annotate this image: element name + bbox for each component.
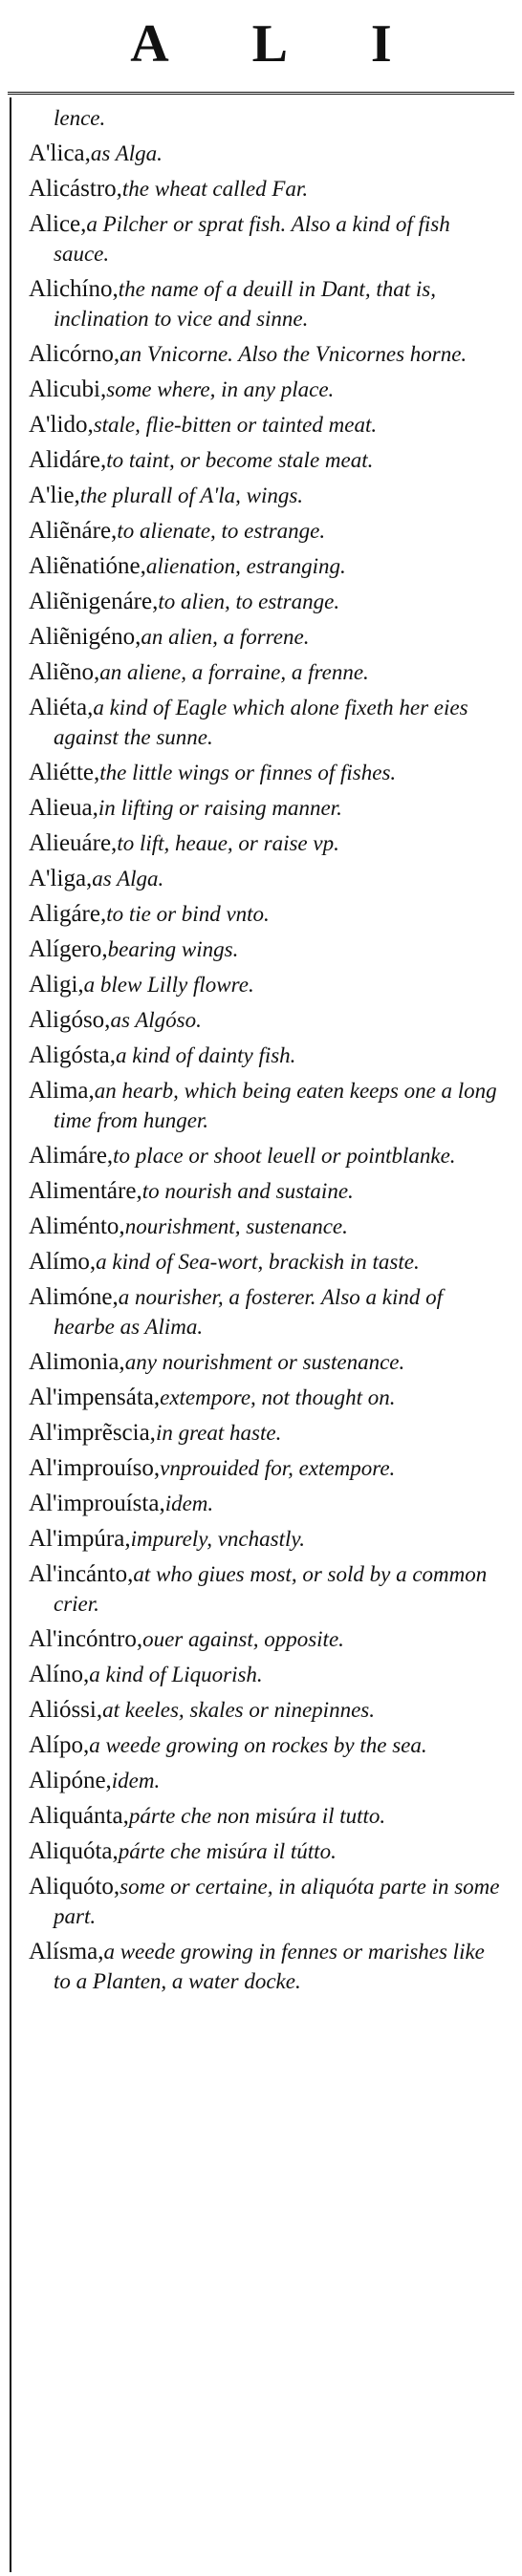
- entry-gloss: to tie or bind vnto.: [106, 902, 270, 926]
- entry-gloss: a blew Lilly flowre.: [83, 973, 254, 997]
- dictionary-entry: [29, 551, 507, 581]
- entry-gloss: to alienate, to estrange.: [117, 519, 326, 543]
- entry-gloss: an Vnicorne. Also the Vnicornes horne.: [120, 342, 468, 366]
- entry-gloss: as Alga.: [90, 141, 163, 165]
- dictionary-entry: [29, 1347, 507, 1377]
- dictionary-entry: [29, 864, 507, 893]
- entry-gloss: bearing wings.: [107, 937, 239, 961]
- dictionary-entry: [29, 1383, 507, 1412]
- dictionary-entry: [29, 758, 507, 787]
- dictionary-entry: [29, 445, 507, 475]
- entry-headword: Aliẽnáre,: [29, 518, 118, 544]
- entry-gloss: at who giues most, or sold by a common crier.: [54, 1562, 488, 1616]
- entry-gloss: idem.: [164, 1492, 214, 1515]
- dictionary-entry: [29, 1418, 507, 1448]
- entry-headword: Alima,: [29, 1078, 95, 1104]
- dictionary-entry: [29, 1247, 507, 1277]
- dictionary-entry: [29, 274, 507, 333]
- dictionary-entry: [29, 1624, 507, 1654]
- entry-headword: Alíno,: [29, 1662, 90, 1687]
- entry-headword: Alígero,: [29, 936, 108, 962]
- entry-gloss: as Algóso.: [110, 1008, 202, 1032]
- entry-gloss: an aliene, a forraine, a frenne.: [99, 660, 369, 684]
- entry-headword: Al'imprẽscia,: [29, 1420, 156, 1446]
- entry-headword: Aligáre,: [29, 901, 107, 927]
- dictionary-entry: [29, 375, 507, 404]
- dictionary-entry: [29, 1559, 507, 1619]
- entry-gloss: as Alga.: [92, 867, 164, 891]
- dictionary-entry: [29, 1141, 507, 1170]
- entry-gloss: to alien, to estrange.: [158, 590, 340, 613]
- entry-headword: Al'incánto,: [29, 1561, 134, 1587]
- entry-headword: Alióssi,: [29, 1697, 103, 1723]
- entry-headword: Alimáre,: [29, 1143, 114, 1169]
- entry-headword: A'lie,: [29, 483, 80, 508]
- entry-gloss: a kind of Liquorish.: [89, 1663, 263, 1686]
- entry-headword: Aliétte,: [29, 760, 100, 785]
- entry-headword: Alicástro,: [29, 176, 122, 202]
- entry-gloss: the plurall of A'la, wings.: [79, 483, 304, 507]
- dictionary-entry: [29, 1212, 507, 1241]
- entry-gloss: an alien, a forrene.: [141, 625, 310, 649]
- entry-headword: A'lica,: [29, 140, 91, 166]
- dictionary-entry: [29, 828, 507, 858]
- entry-headword: Al'impúra,: [29, 1526, 131, 1552]
- dictionary-entry: [29, 1937, 507, 1996]
- dictionary-entry: [29, 1766, 507, 1795]
- column-rule: [10, 97, 11, 2572]
- entry-gloss: some or certaine, in aliquóta parte in some part.: [54, 1875, 500, 1928]
- dictionary-entry: [29, 1801, 507, 1831]
- entry-headword: Alichíno,: [29, 276, 119, 302]
- dictionary-entry: [29, 1176, 507, 1206]
- dictionary-entry: [29, 934, 507, 964]
- entry-gloss: a Pilcher or sprat fish. Also a kind of fish sauce.: [54, 212, 450, 266]
- entry-gloss: any nourishment or sustenance.: [124, 1350, 405, 1374]
- entry-gloss: a nourisher, a fosterer. Also a kind of hearbe as Alima.: [54, 1285, 444, 1339]
- dictionary-entry: [29, 793, 507, 823]
- entry-headword: Aliquóto,: [29, 1874, 120, 1900]
- dictionary-entry: [29, 1836, 507, 1866]
- entry-headword: Alieua,: [29, 795, 98, 821]
- entry-gloss: párte che non misúra il tutto.: [128, 1804, 386, 1828]
- entry-gloss: a weede growing in fennes or marishes like to a Planten, a water docke.: [54, 1940, 485, 1993]
- dictionary-entry: [29, 410, 507, 440]
- entry-headword: Aligi,: [29, 972, 84, 998]
- dictionary-entry: [29, 657, 507, 687]
- entry-gloss: to taint, or become stale meat.: [106, 448, 374, 472]
- dictionary-entry: [29, 1695, 507, 1725]
- running-head: A L I: [130, 14, 428, 74]
- entry-gloss: vnprouided for, extempore.: [160, 1456, 396, 1480]
- entry-gloss: to nourish and sustaine.: [141, 1179, 354, 1203]
- entry-gloss: idem.: [111, 1769, 161, 1792]
- entry-gloss: in lifting or raising manner.: [98, 796, 342, 820]
- entry-headword: Alimóne,: [29, 1284, 119, 1310]
- entry-list: [29, 139, 507, 1996]
- entry-gloss: extempore, not thought on.: [160, 1385, 396, 1409]
- dictionary-entry: [29, 139, 507, 168]
- entry-headword: Aliẽno,: [29, 659, 100, 685]
- entry-headword: Aliẽnigenáre,: [29, 589, 159, 614]
- entry-gloss: ouer against, opposite.: [142, 1627, 344, 1651]
- dictionary-entry: [29, 1041, 507, 1070]
- entry-gloss: a kind of dainty fish.: [115, 1043, 296, 1067]
- dictionary-entry: [29, 587, 507, 616]
- dictionary-entry: [29, 1282, 507, 1342]
- entry-gloss: impurely, vnchastly.: [130, 1527, 306, 1551]
- entry-gloss: a weede growing on rockes by the sea.: [89, 1733, 427, 1757]
- dictionary-entry: [29, 693, 507, 752]
- entry-gloss: nourishment, sustenance.: [124, 1214, 348, 1238]
- entry-headword: Aligósta,: [29, 1042, 116, 1068]
- entry-gloss: a kind of Eagle which alone fixeth her eies against the sunne.: [54, 696, 468, 749]
- entry-gloss: some where, in any place.: [106, 377, 335, 401]
- entry-headword: Aliquóta,: [29, 1838, 119, 1864]
- dictionary-entry: [29, 1730, 507, 1760]
- entry-headword: Alipóne,: [29, 1768, 112, 1793]
- entry-headword: A'liga,: [29, 866, 93, 891]
- entry-headword: Alimentáre,: [29, 1178, 142, 1204]
- entry-headword: Alimonia,: [29, 1349, 125, 1375]
- dictionary-entry: [29, 1660, 507, 1689]
- dictionary-entry: [29, 209, 507, 268]
- dictionary-column: [29, 103, 507, 2568]
- dictionary-entry: [29, 1005, 507, 1035]
- entry-gloss: a kind of Sea-wort, brackish in taste.: [96, 1250, 420, 1274]
- entry-headword: Aliménto,: [29, 1213, 125, 1239]
- dictionary-entry: [29, 174, 507, 204]
- entry-gloss: to place or shoot leuell or pointblanke.: [113, 1144, 456, 1168]
- entry-headword: Alice,: [29, 211, 87, 237]
- entry-headword: Aligóso,: [29, 1007, 111, 1033]
- entry-headword: Aliẽnatióne,: [29, 553, 146, 579]
- entry-headword: Al'improuíso,: [29, 1455, 161, 1481]
- entry-headword: Al'improuísta,: [29, 1491, 165, 1516]
- entry-headword: Aliéta,: [29, 695, 94, 720]
- dictionary-entry: [29, 1076, 507, 1135]
- dictionary-entry: [29, 1453, 507, 1483]
- entry-headword: Alicubi,: [29, 376, 107, 402]
- entry-gloss: an hearb, which being eaten keeps one a long time from hunger.: [54, 1079, 497, 1132]
- entry-gloss: alienation, estranging.: [145, 554, 346, 578]
- entry-headword: A'lido,: [29, 412, 94, 438]
- continued-text: lence.: [54, 106, 106, 130]
- dictionary-entry: [29, 970, 507, 999]
- entry-gloss: párte che misúra il tútto.: [118, 1839, 337, 1863]
- entry-gloss: to lift, heaue, or raise vp.: [117, 831, 339, 855]
- entry-headword: Alidáre,: [29, 447, 107, 473]
- dictionary-entry: [29, 481, 507, 510]
- entry-headword: Alicórno,: [29, 341, 120, 367]
- dictionary-entry: [29, 899, 507, 929]
- entry-gloss: the wheat called Far.: [121, 177, 309, 201]
- page-header: [0, 0, 522, 96]
- entry-headword: Al'incóntro,: [29, 1626, 143, 1652]
- entry-gloss: the name of a deuill in Dant, that is, inclination to vice and sinne.: [54, 277, 436, 331]
- entry-headword: Alípo,: [29, 1732, 90, 1758]
- entry-headword: Aliquánta,: [29, 1803, 129, 1829]
- entry-gloss: the little wings or finnes of fishes.: [99, 761, 397, 784]
- entry-gloss: stale, flie-bitten or tainted meat.: [93, 413, 378, 437]
- entry-gloss: in great haste.: [155, 1421, 282, 1445]
- dictionary-entry: [29, 622, 507, 652]
- entry-gloss: at keeles, skales or ninepinnes.: [102, 1698, 375, 1722]
- dictionary-entry: [29, 1872, 507, 1931]
- entry-headword: Al'impensáta,: [29, 1385, 161, 1410]
- dictionary-entry: [29, 1489, 507, 1518]
- dictionary-entry: [29, 516, 507, 546]
- dictionary-entry: [29, 1524, 507, 1554]
- header-rule: [8, 92, 514, 95]
- entry-headword: Alímo,: [29, 1249, 97, 1275]
- dictionary-entry: [29, 339, 507, 369]
- entry-headword: Aliẽnigéno,: [29, 624, 141, 650]
- entry-headword: Alísma,: [29, 1939, 104, 1964]
- entry-headword: Alieuáre,: [29, 830, 118, 856]
